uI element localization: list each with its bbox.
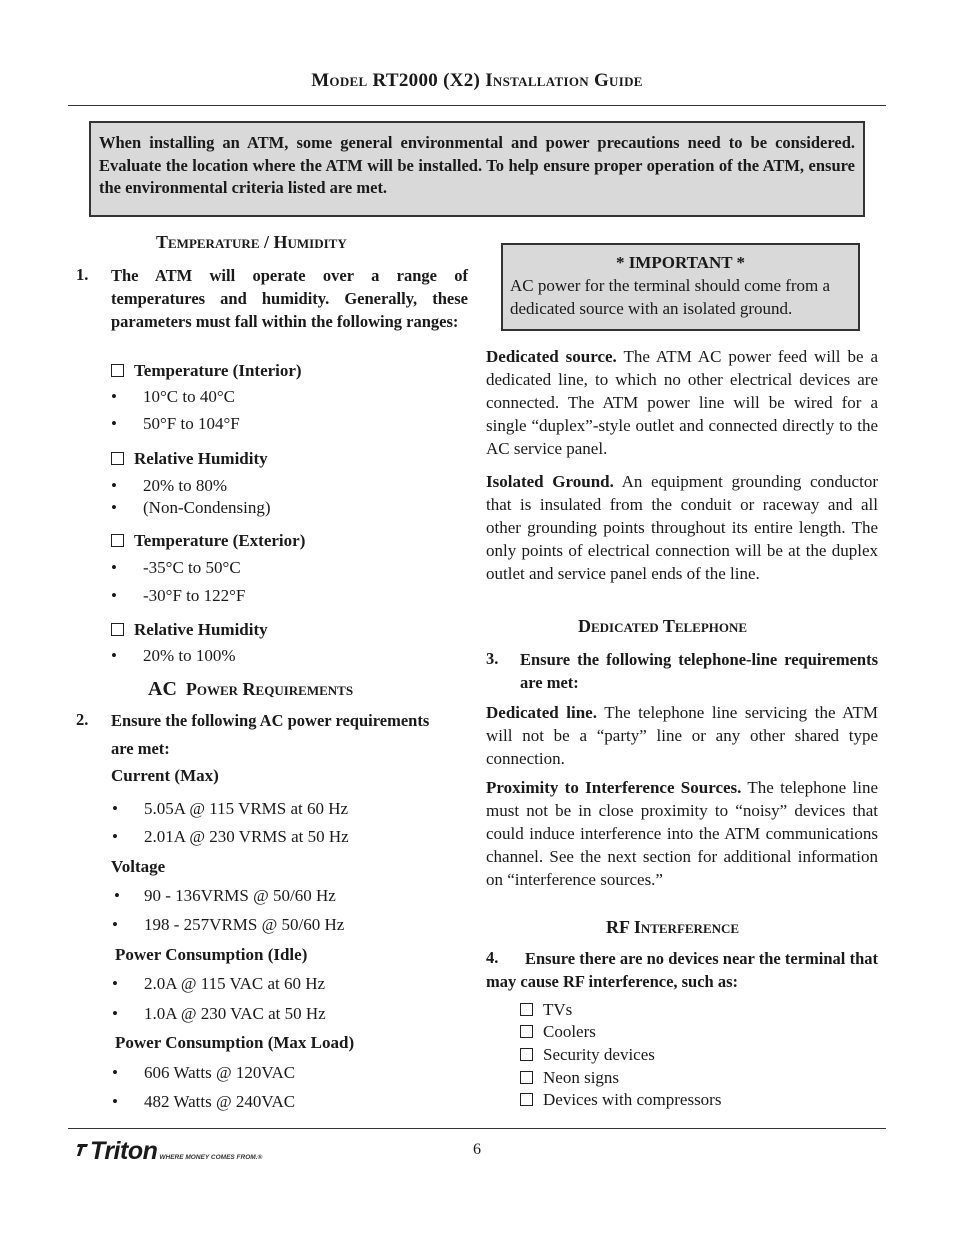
list-item: • 20% to 100% <box>111 646 236 665</box>
checkbox-icon <box>111 364 124 377</box>
list-item: Security devices <box>520 1045 655 1065</box>
intro-notice-box: When installing an ATM, some general environmental and power precautions need to be considered. Evaluate the location where the ATM will be installed. To help ensure proper operation of the ATM, ensure the environmental criteria listed are met. <box>89 121 865 217</box>
page-header-title: Model RT2000 (X2) Installation Guide <box>311 70 643 91</box>
proximity-paragraph: Proximity to Interference Sources. The telephone line must not be in close proximity to “noisy” devices that could induce interference into the ATM communications channel. See the next section for additional information on “interference sources.” <box>486 778 878 889</box>
important-title: * IMPORTANT * <box>615 253 746 272</box>
section-heading-telephone: Dedicated Telephone <box>578 616 748 636</box>
checkbox-icon <box>520 1071 533 1084</box>
list-item: • (Non-Condensing) <box>111 498 271 517</box>
list-item: • 2.01A @ 230 VRMS at 50 Hz <box>112 827 349 846</box>
list-item: Neon signs <box>520 1068 619 1088</box>
list-item: Coolers <box>520 1022 596 1042</box>
list-item: • 90 - 136VRMS @ 50/60 Hz <box>114 886 336 905</box>
item-text-3: Ensure the following telephone-line requirements are met: <box>520 650 878 692</box>
list-item: TVs <box>520 1000 572 1020</box>
footer-rule <box>68 1128 886 1129</box>
important-notice-box <box>501 243 860 331</box>
section-heading-rf: RF Interference <box>606 917 740 937</box>
checkbox-icon <box>111 534 124 547</box>
list-item: • 50°F to 104°F <box>111 414 240 433</box>
list-item: • -35°C to 50°C <box>111 558 241 577</box>
list-item: • 5.05A @ 115 VRMS at 60 Hz <box>112 799 349 818</box>
group-label-voltage: Voltage <box>111 857 166 876</box>
group-label-current: Current (Max) <box>111 766 219 785</box>
group-label-temp-exterior: Temperature (Exterior) <box>111 531 305 551</box>
isolated-ground-paragraph: Isolated Ground. An equipment grounding conductor that is insulated from the conduit or raceway and all other grounding points throughout its entire length. The only points of electrical connection will be at the duplex outlet and service panel ends of the line. <box>486 472 878 583</box>
group-label-power-idle: Power Consumption (Idle) <box>115 945 308 964</box>
checkbox-icon <box>111 623 124 636</box>
header-rule <box>68 105 886 106</box>
section-heading-ac-power: AC Power Requirements <box>148 678 354 700</box>
item-text-4: Ensure there are no devices near the terminal that may cause RF interference, such as: <box>486 949 878 991</box>
item-number-4: 4. <box>486 948 499 967</box>
list-item: Devices with compressors <box>520 1090 721 1110</box>
item-number-2: 2. <box>76 710 89 729</box>
checkbox-icon <box>111 452 124 465</box>
group-label-humidity-exterior: Relative Humidity <box>111 620 268 640</box>
page-number: 6 <box>473 1141 481 1158</box>
list-item: • 2.0A @ 115 VAC at 60 Hz <box>112 974 326 993</box>
section-heading-temperature: Temperature / Humidity <box>156 232 347 252</box>
item-text-1: The ATM will operate over a range of temperatures and humidity. Generally, these parameters must fall within the following ranges: <box>111 266 468 331</box>
dedicated-line-paragraph: Dedicated line. The telephone line servicing the ATM will not be a “party” line or any other shared type connection. <box>486 703 878 768</box>
checkbox-icon <box>520 1048 533 1061</box>
dedicated-source-paragraph: Dedicated source. The ATM AC power feed will be a dedicated line, to which no other electrical devices are connected. The ATM power line will be wired for a single “duplex”-style outlet and connected directly to the AC service panel. <box>486 347 878 458</box>
group-label-temp-interior: Temperature (Interior) <box>111 361 302 381</box>
group-label-power-max: Power Consumption (Max Load) <box>115 1033 355 1052</box>
list-item: • 20% to 80% <box>111 476 228 495</box>
checkbox-icon <box>520 1025 533 1038</box>
checkbox-icon <box>520 1093 533 1106</box>
important-text: AC power for the terminal should come from a dedicated source with an isolated ground. <box>510 276 831 318</box>
group-label-humidity-interior: Relative Humidity <box>111 449 268 469</box>
list-item: • 482 Watts @ 240VAC <box>112 1092 296 1111</box>
list-item: • 198 - 257VRMS @ 50/60 Hz <box>112 915 345 934</box>
item-text-2-line1: Ensure the following AC power requirements <box>111 711 430 730</box>
item-number-3: 3. <box>486 649 499 668</box>
item-number-1: 1. <box>76 265 89 284</box>
list-item: • 10°C to 40°C <box>111 387 235 406</box>
checkbox-icon <box>520 1003 533 1016</box>
list-item: • 606 Watts @ 120VAC <box>112 1063 296 1082</box>
list-item: • -30°F to 122°F <box>111 586 246 605</box>
triton-logo: Triton WHERE MONEY COMES FROM.® <box>76 1137 262 1166</box>
item-text-2-line2: are met: <box>111 739 170 758</box>
list-item: • 1.0A @ 230 VAC at 50 Hz <box>112 1004 326 1023</box>
